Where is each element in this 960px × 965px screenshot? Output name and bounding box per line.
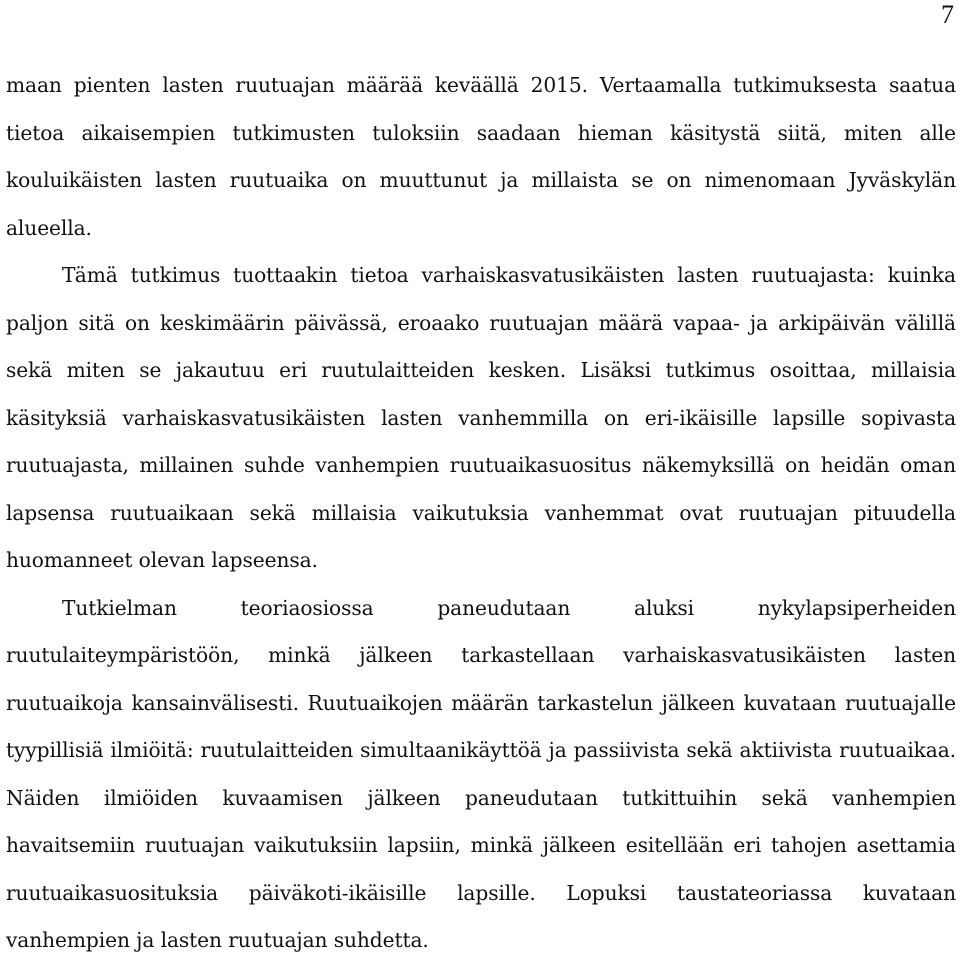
body-text [6, 62, 956, 965]
paragraph-theory-overview: Tutkielman teoriaosiossa paneudutaan aluksi nykylapsiperheiden ruutulaiteympäristöön, minkä jälkeen tarkastellaan varhaiskasvatusikäisten lasten ruutuaikoja kansainvälisesti. Ruutuaikojen määrän tarkastelun jälkeen kuvataan ruutuajalle tyypillisiä ilmiöitä: ruutulaitteiden simultaanikäyttöä ja passiivista sekä aktiivista ruutuaikaa. Näiden ilmiöiden kuvaamisen jälkeen paneudutaan tutkittuihin sekä vanhempien havaitsemiin ruutuajan vaikutuksiin lapsiin, minkä jälkeen esitellään eri tahojen asettamia ruutuaikasuosituksia päiväkoti-ikäisille lapsille. Lopuksi taustateoriassa kuvataan vanhempien ja lasten ruutuajan suhdetta. [6, 595, 956, 952]
paragraph-research-content: Tämä tutkimus tuottaakin tietoa varhaiskasvatusikäisten lasten ruutuajasta: kuinka paljon sitä on keskimäärin päivässä, eroaako ruutuajan määrä vapaa- ja arkipäivän välillä sekä miten se jakautuu eri ruutulaitteiden kesken. Lisäksi tutkimus osoittaa, millaisia käsityksiä varhaiskasvatusikäisten lasten vanhemmilla on eri-ikäisille lapsille sopivasta ruutuajasta, millainen suhde vanhempien ruutuaikasuositus näkemyksillä on heidän oman lapsensa ruutuaikaan sekä millaisia vaikutuksia vanhemmat ovat ruutuajan pituudella huomanneet olevan lapseensa. [6, 263, 956, 572]
page-number: 7 [941, 0, 954, 29]
paragraph-continuation: maan pienten lasten ruutuajan määrää keväällä 2015. Vertaamalla tutkimuksesta saatua tietoa aikaisempien tutkimusten tuloksiin saadaan hieman käsitystä siitä, miten alle kouluikäisten lasten ruutuaika on muuttunut ja millaista se on nimenomaan Jyväskylän alueella. [6, 73, 956, 240]
